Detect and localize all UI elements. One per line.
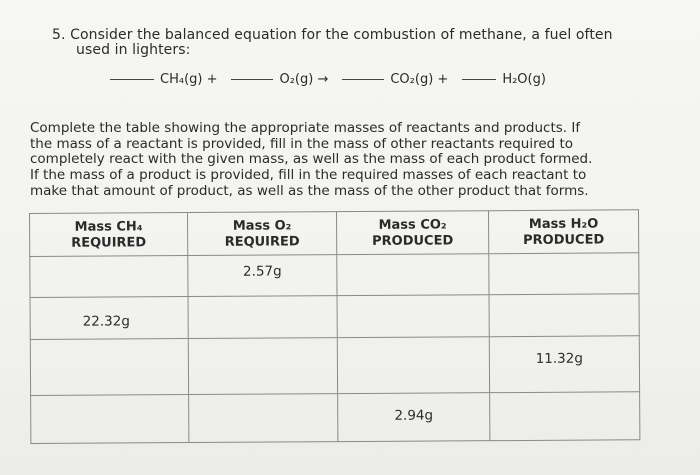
table-cell[interactable] [489, 294, 639, 337]
equation-term-ch4: CH₄(g) + [160, 72, 218, 87]
instructions-paragraph [30, 121, 670, 200]
coefficient-blank-h2o[interactable] [462, 78, 496, 80]
header-mass-co2: Mass CO₂ PRODUCED [336, 211, 488, 255]
header-mass-o2: Mass O₂ REQUIRED [188, 212, 337, 256]
table-cell[interactable] [489, 253, 639, 295]
table-row [30, 336, 639, 396]
question-text-line-2: used in lighters: [76, 42, 191, 58]
table-row [30, 253, 639, 298]
table-cell[interactable] [30, 339, 188, 396]
header-mass-ch4: Mass CH₄ REQUIRED [30, 213, 188, 257]
mass-table [29, 209, 640, 444]
table-cell[interactable] [337, 295, 489, 338]
instructions-line: Complete the table showing the appropriate masses of reactants and products. If [30, 120, 581, 136]
table-header-row [30, 210, 639, 257]
chemical-equation [110, 72, 560, 87]
table-cell[interactable] [337, 254, 489, 296]
table-row [30, 294, 639, 340]
instructions-line: completely react with the given mass, as well as the mass of each product formed. [30, 151, 593, 168]
equation-term-h2o: H₂O(g) [502, 72, 546, 87]
instructions-line: the mass of a reactant is provided, fill in the mass of other reactants required to [30, 135, 574, 152]
coefficient-blank-co2[interactable] [342, 78, 384, 80]
instructions-line: If the mass of a product is provided, fill in the required masses of each reactant to [30, 167, 587, 184]
equation-term-co2: CO₂(g) + [390, 72, 449, 87]
table-cell[interactable]: 22.32g [30, 297, 188, 340]
table-cell[interactable]: 11.32g [489, 336, 639, 393]
equation-term-o2: O₂(g) → [279, 72, 329, 87]
table-cell[interactable] [31, 395, 189, 444]
instructions-line: make that amount of product, as well as the mass of the other product that forms. [30, 182, 589, 199]
table-cell[interactable] [337, 337, 489, 394]
coefficient-blank-o2[interactable] [231, 78, 273, 80]
table-cell[interactable] [188, 296, 337, 339]
header-mass-h2o: Mass H₂O PRODUCED [488, 210, 638, 254]
table-cell[interactable] [30, 256, 188, 298]
table-row [31, 392, 640, 444]
table-cell[interactable] [188, 338, 337, 395]
table-cell[interactable]: 2.94g [338, 393, 490, 442]
table-cell[interactable] [189, 394, 338, 443]
coefficient-blank-ch4[interactable] [110, 78, 154, 80]
question-text-line-1: 5. Consider the balanced equation for the combustion of methane, a fuel often [52, 27, 613, 43]
table-cell[interactable]: 2.57g [188, 255, 337, 297]
table-cell[interactable] [490, 392, 640, 441]
